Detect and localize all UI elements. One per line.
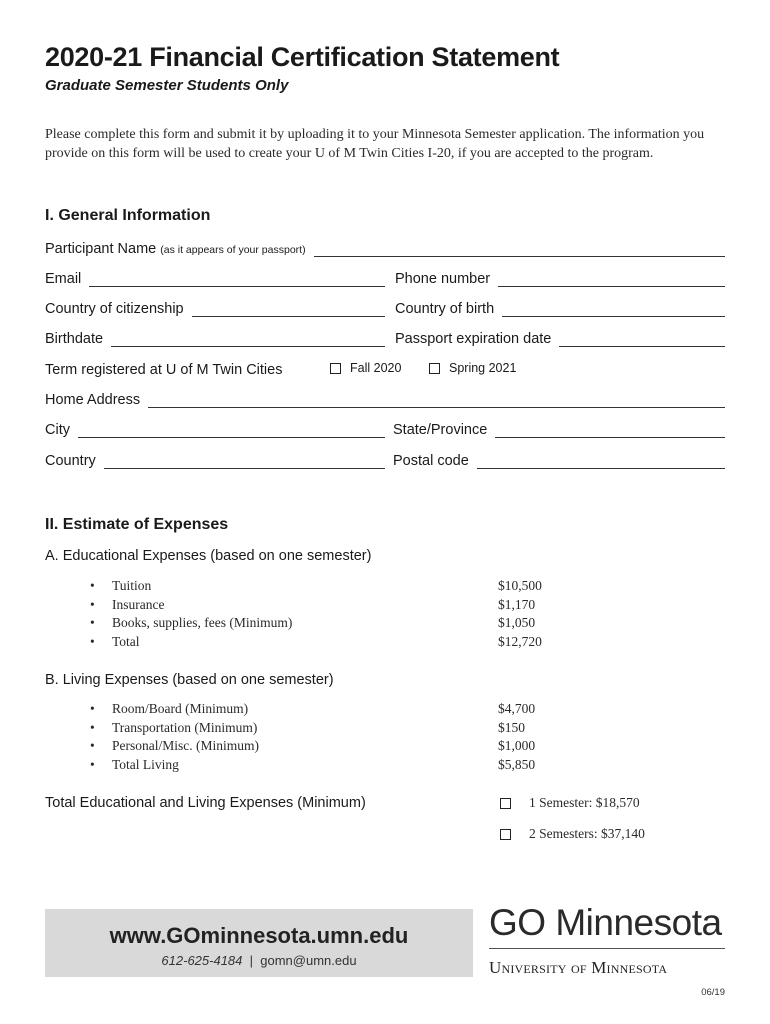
list-item: • Total $12,720: [90, 633, 542, 649]
state-field[interactable]: [393, 420, 725, 438]
fall-checkbox[interactable]: [330, 363, 341, 374]
citizenship-field[interactable]: [45, 299, 385, 317]
birth-country-line[interactable]: [502, 302, 725, 317]
intro-paragraph: Please complete this form and submit it by uploading it to your Minnesota Semester application. The information you provide on this form will be used to create your U of M Twin Cities I-20, if you are accepted to the program.: [45, 127, 705, 161]
city-row: [45, 420, 725, 442]
participant-name-note: (as it appears of your passport): [160, 244, 306, 256]
email-phone-row: [45, 269, 725, 291]
passport-exp-line[interactable]: [559, 332, 725, 347]
two-semesters-option[interactable]: [500, 826, 645, 842]
state-line[interactable]: [495, 423, 725, 438]
footer-contact-line: [45, 953, 473, 968]
list-item: • Insurance $1,170: [90, 596, 536, 612]
go-minnesota-logo: GO Minnesota: [489, 902, 722, 943]
page-subtitle: Graduate Semester Students Only: [45, 77, 289, 94]
contact-email[interactable]: gomn@umn.edu: [260, 953, 357, 968]
country-row: [45, 451, 725, 473]
email-field[interactable]: [45, 269, 385, 287]
postal-label: Postal code: [393, 453, 469, 469]
revision-date: 06/19: [701, 987, 725, 998]
participant-row: [45, 239, 725, 261]
spring-checkbox[interactable]: [429, 363, 440, 374]
home-address-row: [45, 390, 725, 412]
term-spring-option[interactable]: [429, 361, 516, 375]
list-item: • Tuition $10,500: [90, 578, 542, 593]
form-page: [45, 0, 725, 1024]
term-label-wrap: [45, 360, 290, 378]
list-item: • Books, supplies, fees (Minimum) $1,050: [90, 615, 536, 630]
footer-contact-box: [45, 909, 473, 977]
website-link[interactable]: www.GOminnesota.umn.edu: [109, 923, 409, 948]
city-field[interactable]: [45, 420, 385, 438]
email-line[interactable]: [89, 272, 385, 287]
country-field[interactable]: [45, 451, 385, 469]
term-row: [45, 360, 725, 382]
spring-label: Spring 2021: [449, 361, 517, 375]
phone-field[interactable]: [395, 269, 725, 287]
home-address-label: Home Address: [45, 392, 141, 408]
home-address-field[interactable]: [45, 390, 725, 408]
phone-label: Phone number: [395, 271, 491, 287]
list-item: • Personal/Misc. (Minimum) $1,000: [90, 738, 536, 753]
educational-list: [90, 578, 550, 652]
university-wordmark: University of Minnesota: [489, 958, 668, 977]
postal-field[interactable]: [393, 451, 725, 469]
one-semester-option[interactable]: [500, 795, 640, 811]
participant-name-label: Participant Name (as it appears of your passport): [45, 241, 306, 257]
two-semesters-checkbox[interactable]: [500, 829, 511, 840]
list-item: • Total Living $5,850: [90, 756, 536, 772]
participant-name-field[interactable]: [45, 239, 725, 257]
state-label: State/Province: [393, 422, 488, 438]
logo-divider: [489, 948, 725, 949]
list-item: • Room/Board (Minimum) $4,700: [90, 701, 536, 716]
phone-line[interactable]: [498, 272, 725, 287]
birth-country-field[interactable]: [395, 299, 725, 317]
email-label: Email: [45, 271, 82, 287]
birthdate-line[interactable]: [111, 332, 385, 347]
citizenship-label: Country of citizenship: [45, 301, 184, 317]
two-semesters-label: 2 Semesters: $37,140: [529, 826, 645, 841]
country-line[interactable]: [104, 454, 385, 469]
page-title: 2020-21 Financial Certification Statement: [45, 42, 560, 72]
living-list: [90, 701, 550, 775]
citizenship-row: [45, 299, 725, 321]
living-heading: B. Living Expenses (based on one semester): [45, 672, 334, 688]
term-fall-option[interactable]: [330, 361, 401, 375]
one-semester-checkbox[interactable]: [500, 798, 511, 809]
passport-exp-field[interactable]: [395, 329, 725, 347]
birth-country-label: Country of birth: [395, 301, 495, 317]
separator: |: [249, 953, 254, 968]
term-label: Term registered at U of M Twin Cities: [45, 362, 283, 378]
birthdate-row: [45, 329, 725, 351]
city-line[interactable]: [78, 423, 385, 438]
city-label: City: [45, 422, 70, 438]
list-item: • Transportation (Minimum) $150: [90, 719, 525, 735]
citizenship-line[interactable]: [192, 302, 385, 317]
phone-number: 612-625-4184: [161, 953, 243, 968]
participant-name-line[interactable]: [314, 242, 725, 257]
country-label: Country: [45, 453, 96, 469]
birthdate-label: Birthdate: [45, 331, 104, 347]
total-expenses-label: Total Educational and Living Expenses (Minimum): [45, 795, 366, 811]
educational-heading: A. Educational Expenses (based on one semester): [45, 548, 372, 564]
birthdate-field[interactable]: [45, 329, 385, 347]
passport-exp-label: Passport expiration date: [395, 331, 552, 347]
home-address-line[interactable]: [148, 393, 725, 408]
section-expenses-heading: II. Estimate of Expenses: [45, 516, 229, 533]
fall-label: Fall 2020: [350, 361, 402, 375]
section-general-heading: I. General Information: [45, 207, 211, 224]
postal-line[interactable]: [477, 454, 725, 469]
one-semester-label: 1 Semester: $18,570: [529, 795, 640, 810]
